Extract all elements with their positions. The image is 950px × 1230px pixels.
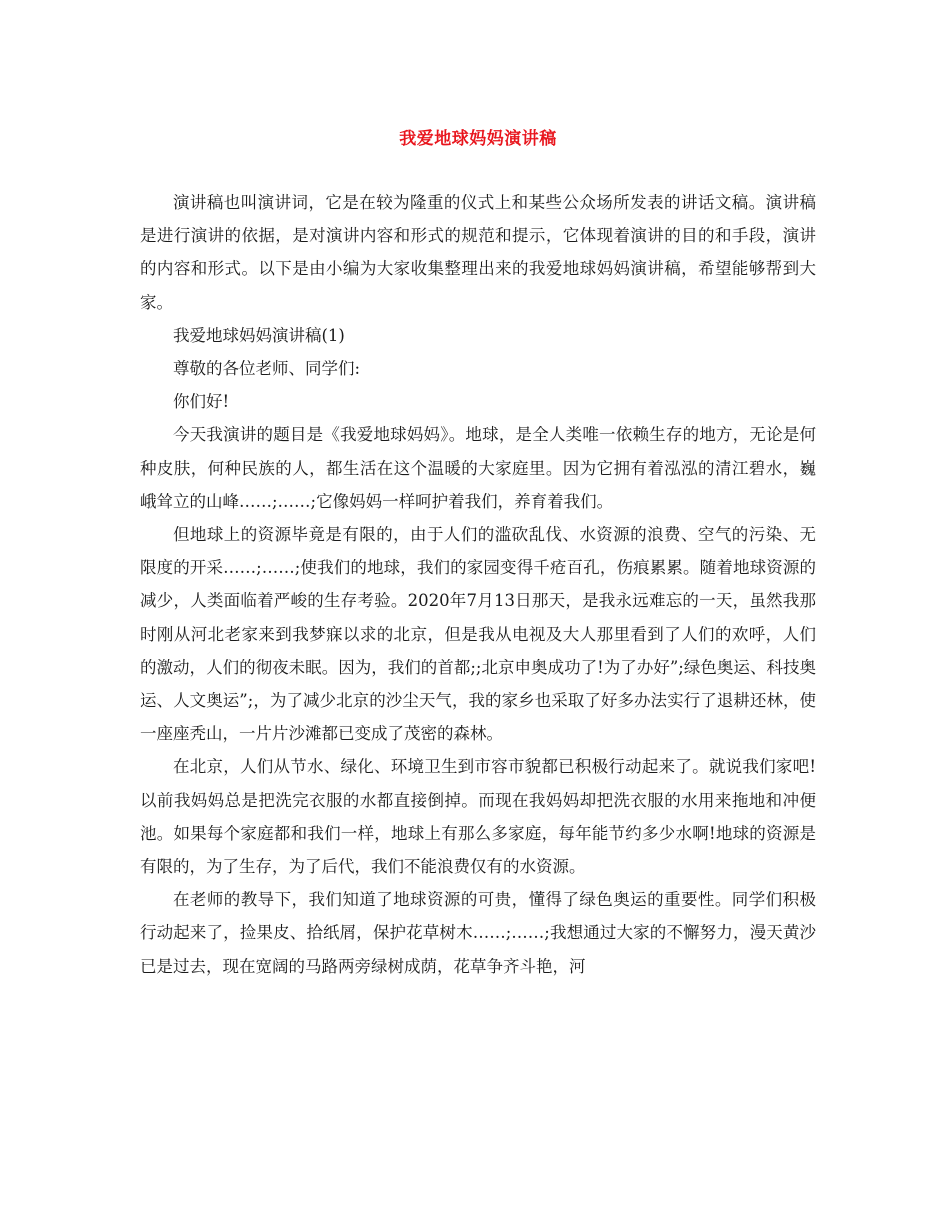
paragraph-teacher: 在老师的教导下，我们知道了地球资源的可贵，懂得了绿色奥运的重要性。同学们积极行动起来了，捡果皮、拾纸屑，保护花草树木……;……;我想通过大家的不懈努力，漫天黄沙已是过去，现在宽阔的马路两旁绿树成荫，花草争齐斗艳，河 (140, 890, 816, 976)
document-title: 我爱地球妈妈演讲稿 (399, 129, 557, 149)
paragraph-speech-heading: 我爱地球妈妈演讲稿(1) (173, 325, 345, 345)
paragraph-greeting: 你们好! (173, 392, 230, 412)
paragraph-earth: 今天我演讲的题目是《我爱地球妈妈》。地球，是全人类唯一依赖生存的地方，无论是何种皮肤，何种民族的人，都生活在这个温暖的大家庭里。因为它拥有着泓泓的清江碧水，巍峨耸立的山峰……;……;它像妈妈一样呵护着我们，养育着我们。 (140, 425, 816, 511)
paragraph-intro: 演讲稿也叫演讲词，它是在较为隆重的仪式上和某些公众场所发表的讲话文稿。演讲稿是进行演讲的依据，是对演讲内容和形式的规范和提示，它体现着演讲的目的和手段，演讲的内容和形式。以下是由小编为大家收集整理出来的我爱地球妈妈演讲稿，希望能够帮到大家。 (140, 193, 816, 312)
paragraph-resources: 但地球上的资源毕竟是有限的，由于人们的滥砍乱伐、水资源的浪费、空气的污染、无限度的开采……;……;使我们的地球，我们的家园变得千疮百孔，伤痕累累。随着地球资源的减少，人类面临着严峻的生存考验。2020年7月13日那天，是我永远难忘的一天，虽然我那时刚从河北老家来到我梦寐以求的北京，但是我从电视及大人那里看到了人们的欢呼，人们的激动，人们的彻夜未眠。因为，我们的首都;;北京申奥成功了!为了办好”;绿色奥运、科技奥运、人文奥运”;，为了减少北京的沙尘天气，我的家乡也采取了好多办法实行了退耕还林，使一座座秃山，一片片沙滩都已变成了茂密的森林。 (140, 525, 816, 744)
document-body (140, 186, 816, 983)
document-page (140, 0, 816, 1230)
paragraph-beijing: 在北京，人们从节水、绿化、环境卫生到市容市貌都已积极行动起来了。就说我们家吧!以前我妈妈总是把洗完衣服的水都直接倒掉。而现在我妈妈却把洗衣服的水用来拖地和冲便池。如果每个家庭都和我们一样，地球上有那么多家庭，每年能节约多少水啊!地球的资源是有限的，为了生存，为了后代，我们不能浪费仅有的水资源。 (140, 757, 816, 877)
paragraph-salutation: 尊敬的各位老师、同学们: (173, 359, 361, 379)
